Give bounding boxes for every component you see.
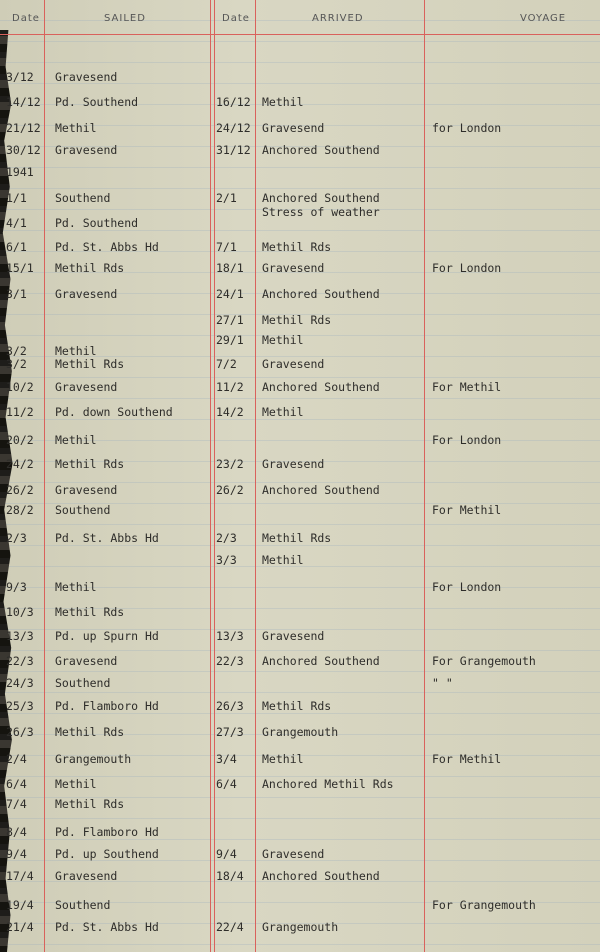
sailed-date: 15/1 bbox=[6, 261, 34, 275]
voyage: For Methil bbox=[432, 503, 502, 517]
sailed-place: Methil Rds bbox=[55, 357, 125, 371]
sailed-date: 4/1 bbox=[6, 216, 27, 230]
sailed-place: Methil bbox=[55, 777, 97, 791]
arrived-place: Anchored Methil Rds bbox=[262, 777, 394, 791]
sailed-place: Pd. Southend bbox=[55, 95, 139, 109]
arrived-date: 16/12 bbox=[216, 95, 251, 109]
sailed-place: Methil Rds bbox=[55, 797, 125, 811]
sailed-date: 3/2 bbox=[6, 357, 27, 371]
sailed-date: 17/4 bbox=[6, 869, 34, 883]
sailed-place: Gravesend bbox=[55, 143, 118, 157]
arrived-place: Methil bbox=[262, 752, 304, 766]
sailed-date: 1941 bbox=[6, 165, 34, 179]
arrived-place: Gravesend bbox=[262, 457, 325, 471]
sailed-date: 2/3 bbox=[6, 531, 27, 545]
sailed-place: Gravesend bbox=[55, 287, 118, 301]
sailed-date: 26/3 bbox=[6, 725, 34, 739]
arrived-place: Anchored Southend bbox=[262, 483, 380, 497]
sailed-place: Pd. Flamboro Hd bbox=[55, 825, 159, 839]
header-voyage: VOYAGE bbox=[520, 13, 567, 24]
sailed-date: 19/4 bbox=[6, 898, 34, 912]
arrived-date: 22/3 bbox=[216, 654, 244, 668]
sailed-date: 3/12 bbox=[6, 70, 34, 84]
sailed-place: Pd. St. Abbs Hd bbox=[55, 531, 159, 545]
arrived-date: 2/3 bbox=[216, 531, 237, 545]
voyage: " " bbox=[432, 676, 453, 690]
sailed-date: 6/4 bbox=[6, 777, 27, 791]
sailed-place: Gravesend bbox=[55, 70, 118, 84]
arrived-place: Methil Rds bbox=[262, 313, 332, 327]
sailed-place: Gravesend bbox=[55, 654, 118, 668]
voyage: For London bbox=[432, 433, 502, 447]
sailed-place: Pd. St. Abbs Hd bbox=[55, 240, 159, 254]
sailed-place: Southend bbox=[55, 503, 111, 517]
sailed-place: Pd. Southend bbox=[55, 216, 139, 230]
voyage: For London bbox=[432, 261, 502, 275]
arrived-date: 27/3 bbox=[216, 725, 244, 739]
arrived-date: 18/1 bbox=[216, 261, 244, 275]
arrived-place: Gravesend bbox=[262, 847, 325, 861]
arrived-place: Grangemouth bbox=[262, 920, 339, 934]
sailed-place: Pd. Flamboro Hd bbox=[55, 699, 159, 713]
sailed-place: Pd. up Spurn Hd bbox=[55, 629, 159, 643]
sailed-date: 30/12 bbox=[6, 143, 41, 157]
arrived-place: Methil bbox=[262, 333, 304, 347]
arrived-place: Anchored Southend bbox=[262, 654, 380, 668]
voyage: For Methil bbox=[432, 752, 502, 766]
arrived-place: Anchored Southend bbox=[262, 143, 380, 157]
arrived-date: 24/1 bbox=[216, 287, 244, 301]
arrived-place: Stress of weather bbox=[262, 205, 380, 219]
arrived-place: Methil Rds bbox=[262, 240, 332, 254]
sailed-date: 24/3 bbox=[6, 676, 34, 690]
sailed-place: Methil Rds bbox=[55, 725, 125, 739]
sailed-place: Methil bbox=[55, 433, 97, 447]
voyage: For Grangemouth bbox=[432, 654, 536, 668]
sailed-date: 24/2 bbox=[6, 457, 34, 471]
column-rule bbox=[44, 0, 45, 952]
voyage: For London bbox=[432, 580, 502, 594]
arrived-date: 27/1 bbox=[216, 313, 244, 327]
arrived-date: 3/3 bbox=[216, 553, 237, 567]
sailed-place: Pd. up Southend bbox=[55, 847, 159, 861]
sailed-place: Methil bbox=[55, 344, 97, 358]
sailed-place: Grangemouth bbox=[55, 752, 132, 766]
sailed-date: 21/4 bbox=[6, 920, 34, 934]
sailed-place: Methil bbox=[55, 121, 97, 135]
header-date: Date bbox=[12, 13, 40, 24]
arrived-place: Anchored Southend bbox=[262, 287, 380, 301]
sailed-place: Gravesend bbox=[55, 380, 118, 394]
arrived-date: 26/3 bbox=[216, 699, 244, 713]
sailed-date: 14/12 bbox=[6, 95, 41, 109]
sailed-date: 9/3 bbox=[6, 580, 27, 594]
sailed-place: Gravesend bbox=[55, 483, 118, 497]
arrived-date: 24/12 bbox=[216, 121, 251, 135]
arrived-place: Methil Rds bbox=[262, 531, 332, 545]
voyage: For Grangemouth bbox=[432, 898, 536, 912]
sailed-place: Methil Rds bbox=[55, 261, 125, 275]
sailed-place: Southend bbox=[55, 898, 111, 912]
arrived-place: Methil bbox=[262, 553, 304, 567]
header-sailed: SAILED bbox=[104, 13, 146, 24]
sailed-date: 21/12 bbox=[6, 121, 41, 135]
arrived-date: 23/2 bbox=[216, 457, 244, 471]
sailed-place: Gravesend bbox=[55, 869, 118, 883]
arrived-date: 29/1 bbox=[216, 333, 244, 347]
arrived-place: Methil bbox=[262, 405, 304, 419]
column-rule bbox=[255, 0, 256, 952]
arrived-date: 9/4 bbox=[216, 847, 237, 861]
sailed-place: Southend bbox=[55, 676, 111, 690]
sailed-date: 28/2 bbox=[6, 503, 34, 517]
column-header-row bbox=[0, 0, 600, 35]
arrived-date: 31/12 bbox=[216, 143, 251, 157]
arrived-place: Anchored Southend bbox=[262, 380, 380, 394]
header-arrived: ARRIVED bbox=[312, 13, 364, 24]
sailed-date: 6/1 bbox=[6, 240, 27, 254]
arrived-date: 13/3 bbox=[216, 629, 244, 643]
arrived-date: 11/2 bbox=[216, 380, 244, 394]
sailed-date: 10/2 bbox=[6, 380, 34, 394]
arrived-place: Anchored Southend bbox=[262, 191, 380, 205]
sailed-place: Methil bbox=[55, 580, 97, 594]
sailed-place: Southend bbox=[55, 191, 111, 205]
sailed-date: 2/4 bbox=[6, 752, 27, 766]
sailed-place: Pd. St. Abbs Hd bbox=[55, 920, 159, 934]
arrived-date: 26/2 bbox=[216, 483, 244, 497]
sailed-date: 9/4 bbox=[6, 847, 27, 861]
column-rule bbox=[210, 0, 211, 952]
header-date-2: Date bbox=[222, 13, 250, 24]
sailed-date: 20/2 bbox=[6, 433, 34, 447]
sailed-date: 8/4 bbox=[6, 825, 27, 839]
arrived-date: 18/4 bbox=[216, 869, 244, 883]
arrived-place: Methil Rds bbox=[262, 699, 332, 713]
arrived-date: 3/4 bbox=[216, 752, 237, 766]
arrived-date: 7/1 bbox=[216, 240, 237, 254]
arrived-place: Gravesend bbox=[262, 121, 325, 135]
voyage: for London bbox=[432, 121, 502, 135]
arrived-date: 6/4 bbox=[216, 777, 237, 791]
sailed-date: 1/1 bbox=[6, 191, 27, 205]
arrived-place: Anchored Southend bbox=[262, 869, 380, 883]
sailed-place: Pd. down Southend bbox=[55, 405, 173, 419]
sailed-date: 10/3 bbox=[6, 605, 34, 619]
arrived-date: 14/2 bbox=[216, 405, 244, 419]
sailed-date: 11/2 bbox=[6, 405, 34, 419]
arrived-date: 22/4 bbox=[216, 920, 244, 934]
sailed-date: 25/3 bbox=[6, 699, 34, 713]
column-rule bbox=[424, 0, 425, 952]
column-rule bbox=[214, 0, 215, 952]
arrived-place: Gravesend bbox=[262, 261, 325, 275]
sailed-date: 3/2 bbox=[6, 344, 27, 358]
sailed-date: 26/2 bbox=[6, 483, 34, 497]
sailed-date: 7/4 bbox=[6, 797, 27, 811]
arrived-place: Gravesend bbox=[262, 629, 325, 643]
sailed-place: Methil Rds bbox=[55, 605, 125, 619]
sailed-date: 22/3 bbox=[6, 654, 34, 668]
sailed-place: Methil Rds bbox=[55, 457, 125, 471]
arrived-place: Grangemouth bbox=[262, 725, 339, 739]
arrived-place: Methil bbox=[262, 95, 304, 109]
arrived-date: 7/2 bbox=[216, 357, 237, 371]
voyage: For Methil bbox=[432, 380, 502, 394]
arrived-place: Gravesend bbox=[262, 357, 325, 371]
sailed-date: 13/3 bbox=[6, 629, 34, 643]
arrived-date: 2/1 bbox=[216, 191, 237, 205]
sailed-date: 3/1 bbox=[6, 287, 27, 301]
